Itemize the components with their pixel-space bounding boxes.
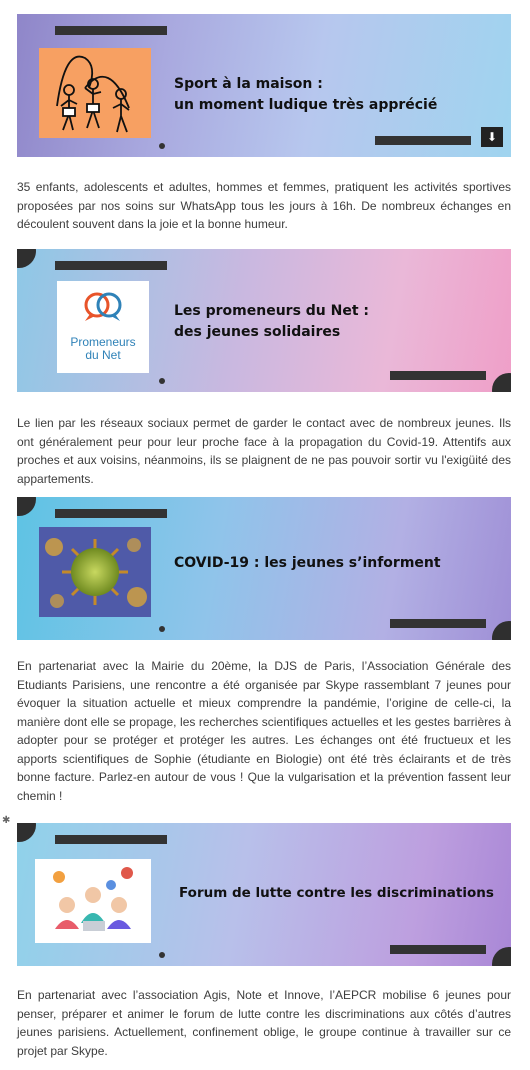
decor-bar (375, 136, 471, 145)
group-illustration (35, 859, 151, 943)
decor-circle (17, 249, 36, 268)
section-text: En partenariat avec l’association Agis, Note et Innove, l’AEPCR mobilise 6 jeunes pour penser, préparer et animer le forum de lutte contre les discriminations aux côtés d’autres jeunes parisiens. Actuellement, confinement oblige, le groupe continue à travailler sur ce projet par Skype. (17, 988, 511, 1058)
logo-text: Promeneurs (70, 335, 136, 349)
section-text: Le lien par les réseaux sociaux permet de garder le contact avec de nombreux jeunes. Ils ont généralement peur pour leur proche face à la propagation du Covid-19. Attentifs aux proches et aux voisins, néanmoins, ils se plaignent de ne pas pouvoir sortir vu l'exigüité des appartements. (17, 416, 511, 486)
sport-illustration (39, 48, 151, 138)
decor-circle (492, 373, 511, 392)
speech-bubbles-icon (57, 281, 149, 331)
title-line: COVID-19 : les jeunes s’informent (174, 555, 441, 571)
decor-circle (17, 823, 36, 842)
decor-dot (159, 626, 165, 632)
decor-circle (492, 947, 511, 966)
banner-forum (17, 823, 511, 966)
download-arrow-icon[interactable]: ⬇ (481, 127, 503, 147)
people-group-icon (35, 859, 151, 943)
section-text: En partenariat avec la Mairie du 20ème, la DJS de Paris, l’Association Générale des Etudiants Parisiens, une rencontre a été organisée par Skype rassemblant 7 jeunes pour évoquer la situation actuelle et mieux comprendre la pandémie, l’origine de celle-ci, la manière dont elle se propage, les recherches scientifiques actuelles et les gestes barrières à adopter pour se protéger et protéger les autres. Les échanges ont été fructueux et les apports scientifiques de Sophie (étudiante en Biologie) ont été très éclairants et de très bonne facture. Parlez-en autour de vous ! Que la vulgarisation et la prévention fassent leur chemin ! (17, 659, 511, 803)
decor-bar (55, 26, 167, 35)
title-line: Les promeneurs du Net : (174, 303, 370, 319)
decor-bar (390, 371, 486, 380)
title-line: des jeunes solidaires (174, 324, 341, 340)
decor-dot (159, 378, 165, 384)
virus-icon (39, 527, 151, 617)
virus-image (39, 527, 151, 617)
decor-dot (159, 952, 165, 958)
section-title (174, 301, 369, 343)
section-title (174, 553, 441, 574)
decor-bar (55, 261, 167, 270)
logo-text: du Net (85, 348, 121, 362)
decor-dot (159, 143, 165, 149)
decor-bar (55, 835, 167, 844)
section-title (179, 883, 494, 904)
decor-circle (17, 497, 36, 516)
section-text: 35 enfants, adolescents et adultes, hommes et femmes, pratiquent les activités sportives proposées par nos soins sur WhatsApp tous les jours à 16h. De nombreux échanges en découlent souvent dans la joie et la bonne humeur. (17, 180, 511, 231)
decor-bar (390, 945, 486, 954)
decor-bar (55, 509, 167, 518)
decor-bar (390, 619, 486, 628)
title-line: un moment ludique très apprécié (174, 97, 438, 113)
title-line: Forum de lutte contre les discriminations (179, 885, 494, 901)
asterisk-mark: ✱ (2, 815, 11, 826)
banner-promeneurs (17, 249, 511, 392)
jump-rope-kids-icon (39, 48, 151, 138)
section-title (174, 74, 437, 116)
banner-sport (17, 14, 511, 157)
banner-covid (17, 497, 511, 640)
decor-circle (492, 621, 511, 640)
title-line: Sport à la maison : (174, 76, 323, 92)
promeneurs-logo (57, 281, 149, 373)
